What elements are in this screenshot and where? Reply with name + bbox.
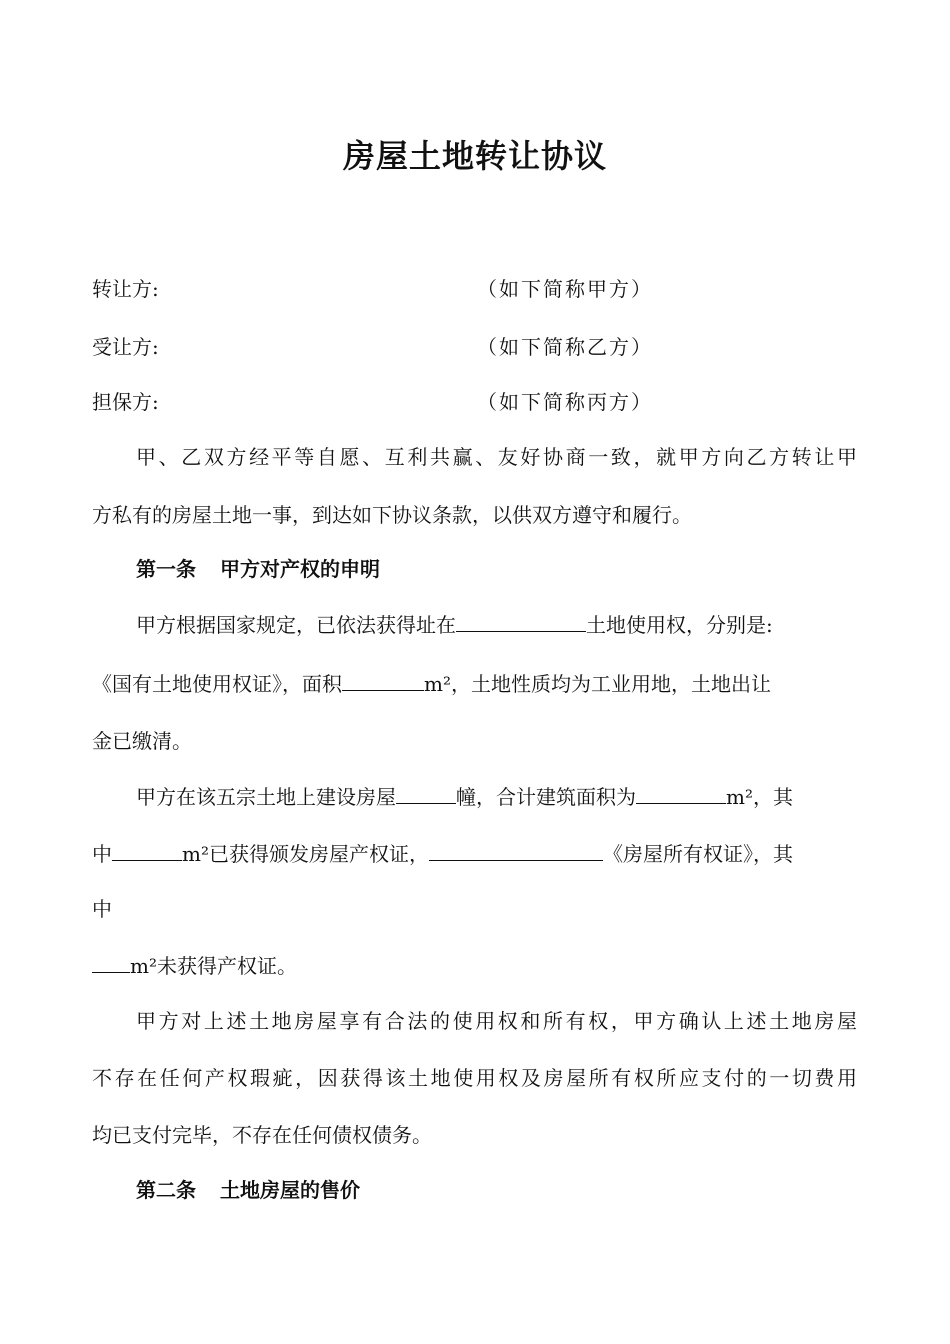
article-1-p2-line-3: 中 — [92, 897, 112, 921]
party-guarantor-note: （如下简称丙方） — [477, 390, 653, 414]
article-1-p2-line-1: 甲方在该五宗土地上建设房屋 幢，合计建筑面积为 m²，其 — [136, 781, 793, 812]
article-2-title: 土地房屋的售价 — [220, 1178, 360, 1202]
blank-certified-area — [112, 838, 182, 861]
article-1-p2-line-2: 中 m²已获得颁发房屋产权证， 《房屋所有权证》，其 — [92, 838, 793, 869]
article-1-p3-line-1: 甲方对上述土地房屋享有合法的使用权和所有权，甲方确认上述土地房屋 — [136, 1009, 857, 1033]
article-1-p1-line-1: 甲方根据国家规定，已依法获得址在 土地使用权，分别是: — [136, 609, 773, 640]
article-2-number: 第二条 — [136, 1178, 196, 1202]
blank-land-area — [342, 668, 424, 691]
blank-total-floor-area — [636, 781, 726, 804]
party-transferor-note: （如下简称甲方） — [477, 277, 653, 301]
article-1-heading — [136, 554, 380, 584]
article-1-number: 第一条 — [136, 557, 196, 581]
blank-certificate-no — [429, 838, 603, 861]
party-transferee-label: 受让方: — [92, 335, 159, 359]
article-1-p3-line-2: 不存在任何产权瑕疵，因获得该土地使用权及房屋所有权所应支付的一切费用 — [92, 1066, 857, 1090]
party-transferee-note: （如下简称乙方） — [477, 335, 653, 359]
document-title: 房屋土地转让协议 — [342, 137, 607, 175]
blank-address — [456, 609, 586, 632]
article-2-heading — [136, 1175, 360, 1205]
party-guarantor-label: 担保方: — [92, 390, 159, 414]
intro-line-1: 甲、乙双方经平等自愿、互利共赢、友好协商一致，就甲方向乙方转让甲 — [136, 445, 857, 469]
blank-building-count — [396, 781, 456, 804]
party-transferor-label: 转让方: — [92, 277, 159, 301]
article-1-p2-line-4: m²未获得产权证。 — [92, 950, 297, 981]
article-1-p3-line-3: 均已支付完毕，不存在任何债权债务。 — [92, 1123, 432, 1147]
article-1-title: 甲方对产权的申明 — [220, 557, 380, 581]
blank-uncertified-area — [92, 950, 130, 973]
intro-line-2: 方私有的房屋土地一事，到达如下协议条款，以供双方遵守和履行。 — [92, 503, 692, 527]
article-1-p1-line-3: 金已缴清。 — [92, 729, 192, 753]
article-1-p1-line-2: 《国有土地使用权证》，面积 m²，土地性质均为工业用地，土地出让 — [92, 668, 771, 699]
